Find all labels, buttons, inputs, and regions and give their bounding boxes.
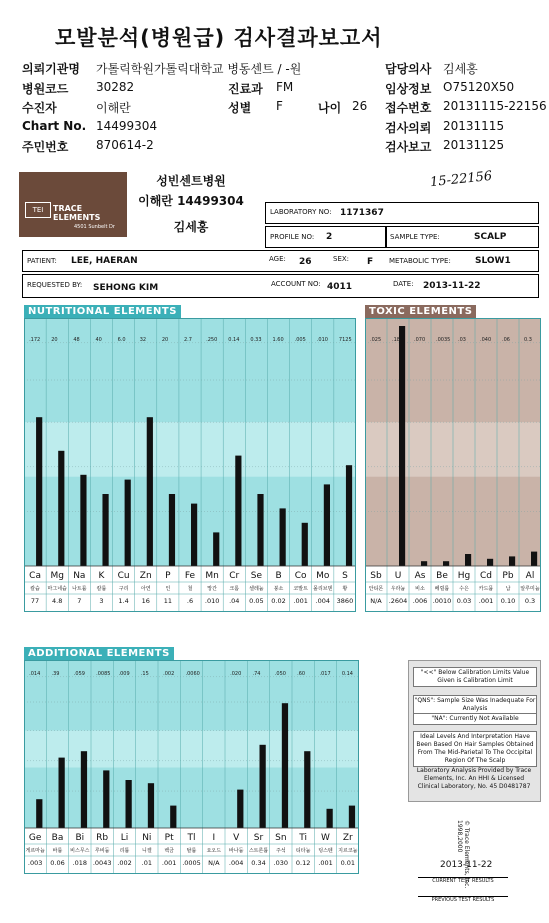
- element-korean-name: 마그네슘: [47, 586, 67, 592]
- element-korean-name: 주석: [275, 848, 286, 854]
- notes-panel: [408, 660, 541, 802]
- patient-name: LEE, HAERAN: [71, 256, 138, 266]
- company-address: 4501 Sunbelt Dr: [74, 224, 115, 230]
- sex-label: SEX:: [333, 255, 350, 263]
- bar: [304, 751, 310, 828]
- element-symbol: K: [98, 571, 105, 581]
- bar: [257, 494, 263, 566]
- stamp-hospital: 성빈센트병원: [156, 174, 226, 188]
- element-symbol: W: [321, 833, 330, 843]
- nutritional-header: NUTRITIONAL ELEMENTS: [24, 305, 181, 318]
- scale-label: 6.0: [117, 336, 126, 343]
- scale-label: 40: [95, 336, 102, 343]
- element-korean-name: 황: [342, 586, 348, 592]
- company-name: TRACE ELEMENTS: [53, 204, 101, 222]
- element-symbol: Zr: [342, 833, 353, 843]
- element-korean-name: 칼슘: [30, 586, 40, 592]
- field-value: 26: [352, 99, 368, 113]
- element-value: 0.01: [340, 859, 356, 867]
- bar: [102, 494, 108, 566]
- element-symbol: Pb: [502, 571, 514, 581]
- scale-label: .005: [294, 336, 306, 343]
- scale-label: .250: [206, 336, 218, 343]
- field-value: O75120X50: [443, 80, 515, 94]
- element-korean-name: 스트론튬: [248, 848, 269, 854]
- element-symbol: I: [212, 833, 216, 843]
- element-symbol: Zn: [139, 571, 152, 581]
- element-value: 3860: [336, 597, 354, 605]
- element-value: .002: [117, 859, 132, 867]
- scale-label: .020: [230, 670, 242, 677]
- request-row: [22, 274, 539, 298]
- field-value: 30282: [96, 80, 135, 94]
- element-value: .001: [318, 859, 333, 867]
- element-korean-name: 리튬: [119, 848, 130, 854]
- copyright: © Trace Elements, Inc. 1998,2000: [456, 820, 470, 889]
- bar: [80, 475, 86, 566]
- element-symbol: Sn: [275, 833, 287, 843]
- element-korean-name: 아연: [140, 586, 151, 592]
- bar: [213, 532, 219, 566]
- note-calibration: "<<" Below Calibration Limits Value Given is Calibration Limit: [413, 667, 537, 687]
- element-symbol: Ti: [299, 833, 308, 843]
- element-value: .001: [161, 859, 177, 867]
- element-value: .0043: [92, 859, 112, 867]
- element-value: .001: [293, 597, 308, 605]
- element-value: .0010: [432, 597, 452, 605]
- field-label: 병원코드: [22, 82, 69, 96]
- bar: [191, 504, 197, 566]
- element-value: 1.4: [118, 597, 129, 605]
- date-label: DATE:: [393, 280, 414, 288]
- element-symbol: Li: [120, 833, 129, 843]
- bar: [125, 480, 131, 566]
- element-korean-name: 게르마늄: [25, 848, 45, 854]
- patient-row: [22, 250, 539, 272]
- note-na: "NA": Currently Not Available: [413, 713, 537, 725]
- element-korean-name: 탈륨: [186, 848, 197, 854]
- scale-label: .070: [414, 336, 426, 343]
- scale-label: 0.14: [341, 670, 353, 677]
- account-no: 4011: [327, 282, 353, 292]
- bar: [148, 783, 154, 828]
- laboratory-no-box: [265, 202, 539, 224]
- element-symbol: Al: [525, 571, 535, 581]
- metabolic-type: SLOW1: [475, 256, 511, 266]
- element-korean-name: 셀레늄: [249, 586, 264, 592]
- requested-label: REQUESTED BY:: [27, 281, 83, 289]
- element-value: 0.3: [524, 597, 536, 605]
- scale-label: .60: [297, 670, 306, 677]
- age-label: AGE:: [269, 255, 286, 263]
- element-symbol: Ni: [142, 833, 152, 843]
- lab-logo: [19, 172, 127, 237]
- element-korean-name: 철: [187, 586, 193, 592]
- element-symbol: Mg: [50, 571, 64, 581]
- scale-label: 0.14: [228, 336, 240, 343]
- element-symbol: Sr: [253, 833, 264, 843]
- element-korean-name: 비스무스: [70, 848, 90, 854]
- profile-no: 2: [326, 232, 333, 242]
- footer-current: CURRENT TEST RESULTS: [418, 877, 508, 884]
- report-date: 2013-11-22: [423, 281, 481, 291]
- bar: [36, 417, 42, 566]
- element-symbol: Pt: [164, 833, 174, 843]
- element-korean-name: 티타늄: [295, 848, 311, 854]
- profile-no-box: [265, 226, 387, 248]
- sex: F: [367, 257, 374, 267]
- scale-label: .39: [51, 670, 60, 677]
- element-korean-name: 납: [505, 586, 511, 592]
- element-value: 4.8: [52, 597, 63, 605]
- element-value: 0.03: [456, 597, 472, 605]
- element-korean-name: 바륨: [52, 848, 63, 854]
- element-value: 0.05: [249, 597, 264, 605]
- scale-label: .002: [163, 670, 175, 677]
- scale-label: .014: [29, 670, 41, 677]
- element-korean-name: 비소: [415, 586, 425, 592]
- field-label: 담당의사: [385, 62, 432, 76]
- bar: [327, 809, 333, 828]
- element-value: 3: [99, 597, 104, 605]
- element-value: .004: [315, 597, 331, 605]
- element-value: .6: [186, 597, 194, 605]
- bar: [169, 494, 175, 566]
- element-symbol: Ca: [29, 571, 41, 581]
- field-label: 접수번호: [385, 101, 432, 115]
- field-label: 나이: [318, 101, 342, 115]
- toxic-header: TOXIC ELEMENTS: [365, 305, 476, 318]
- element-value: 77: [30, 597, 40, 605]
- element-korean-name: 구리: [118, 586, 129, 592]
- field-label: Chart No.: [22, 119, 87, 133]
- bar: [349, 806, 355, 828]
- logo-mark-icon: TEI: [25, 202, 51, 218]
- scale-label: .009: [118, 670, 130, 677]
- bar: [170, 806, 176, 828]
- bar: [36, 799, 42, 828]
- scale-label: .0060: [185, 670, 200, 677]
- element-korean-name: 인: [165, 586, 171, 592]
- field-label: 성별: [228, 101, 252, 115]
- requested-by: SEHONG KIM: [93, 283, 159, 293]
- scale-label: 1.60: [272, 336, 284, 343]
- element-value: N/A: [208, 859, 220, 867]
- field-label: 주민번호: [22, 140, 69, 154]
- element-korean-name: 우라늄: [390, 586, 406, 592]
- bar: [509, 556, 515, 566]
- scale-label: .0035: [436, 336, 451, 343]
- field-label: 임상정보: [385, 82, 432, 96]
- element-korean-name: 망간: [207, 586, 217, 592]
- header-fields: [0, 0, 549, 160]
- element-value: 0.02: [271, 597, 286, 605]
- field-value: 14499304: [96, 119, 158, 133]
- element-value: 0.10: [500, 597, 516, 605]
- element-value: .004: [228, 859, 244, 867]
- element-symbol: As: [414, 571, 426, 581]
- nutritional-chart: [24, 318, 356, 612]
- field-label: 진료과: [228, 82, 263, 96]
- scale-label: .06: [502, 336, 510, 343]
- age: 26: [299, 257, 312, 267]
- scale-label: .03: [458, 336, 466, 343]
- element-value: .006: [412, 597, 428, 605]
- laboratory-no-label: LABORATORY NO:: [270, 208, 332, 216]
- scale-label: .74: [252, 670, 261, 677]
- element-symbol: Cr: [229, 571, 240, 581]
- element-korean-name: 수은: [459, 586, 469, 592]
- field-value: 가톨릭학원가톨릭대학교 병동센트 / -원: [96, 62, 302, 76]
- field-value: 20131115: [443, 119, 505, 133]
- element-value: .018: [72, 859, 88, 867]
- note-ideal: Ideal Levels And Interpretation Have Been Based On Hair Samples Obtained From The Mid-Parietal To The Occipital Region Of The Scalp: [413, 731, 537, 767]
- element-symbol: V: [233, 833, 240, 843]
- field-value: FM: [276, 80, 294, 94]
- profile-no-label: PROFILE NO:: [270, 233, 315, 241]
- patient-label: PATIENT:: [27, 257, 57, 265]
- element-value: 0.06: [50, 859, 65, 867]
- bar: [58, 451, 64, 566]
- element-value: 0.12: [295, 859, 311, 867]
- bar: [235, 456, 241, 566]
- scale-label: 32: [139, 336, 147, 343]
- scale-label: .017: [319, 670, 331, 677]
- bar: [260, 745, 266, 828]
- report-title: 모발분석(병원급) 검사결과보고서: [55, 26, 383, 50]
- bar: [399, 326, 405, 566]
- element-korean-name: 바나듐: [228, 848, 244, 854]
- element-symbol: Bi: [75, 833, 85, 843]
- element-symbol: S: [342, 571, 348, 581]
- bar: [531, 552, 537, 566]
- element-korean-name: 루비듐: [94, 848, 110, 854]
- scale-label: 0.3: [524, 336, 532, 343]
- scale-label: .040: [480, 336, 492, 343]
- footer-date: 2013-11-22: [440, 860, 493, 870]
- scale-label: .010: [316, 336, 328, 343]
- element-symbol: Co: [294, 571, 307, 581]
- field-value: 이해란: [96, 101, 131, 115]
- element-symbol: Cu: [117, 571, 130, 581]
- element-value: 7: [77, 597, 82, 605]
- note-qns: "QNS": Sample Size Was Inadequate For Analysis: [413, 695, 537, 715]
- element-symbol: Ba: [51, 833, 64, 843]
- element-korean-name: 나트륨: [72, 586, 87, 592]
- element-korean-name: 요오드: [206, 848, 222, 854]
- scale-label: 7125: [338, 336, 352, 343]
- element-value: .003: [27, 859, 43, 867]
- element-value: .01: [141, 859, 153, 867]
- element-korean-name: 칼륨: [96, 586, 107, 592]
- element-value: 11: [163, 597, 173, 605]
- bar: [280, 508, 286, 566]
- bar: [324, 484, 330, 566]
- element-symbol: Fe: [184, 571, 196, 581]
- element-value: .010: [204, 597, 220, 605]
- element-symbol: Rb: [96, 833, 109, 843]
- element-korean-name: 코발트: [293, 586, 308, 592]
- element-korean-name: 베릴륨: [434, 586, 450, 592]
- element-value: .0005: [182, 859, 201, 867]
- note-performed: Laboratory Analysis Provided by Trace Elements, Inc. An HHI & Licensed Clinical Laboratory, No. 45 D0481787: [416, 767, 532, 790]
- element-symbol: Ge: [28, 833, 42, 843]
- field-value: 20131125: [443, 138, 505, 152]
- element-symbol: Tl: [187, 833, 196, 843]
- element-value: .001: [478, 597, 494, 605]
- element-symbol: B: [275, 571, 282, 581]
- scale-label: .050: [274, 670, 286, 677]
- bar: [282, 703, 288, 828]
- element-korean-name: 지르코늄: [338, 848, 358, 854]
- stamp-patient: 이해란 14499304: [138, 194, 244, 208]
- field-value: 김세홍: [443, 62, 478, 76]
- bar: [81, 751, 87, 828]
- sample-type-box: [385, 226, 539, 248]
- element-value: .2604: [388, 597, 408, 605]
- toxic-chart: [365, 318, 541, 612]
- scale-label: 48: [73, 336, 80, 343]
- bar: [421, 561, 427, 566]
- footer-previous: PREVIOUS TEST RESULTS: [418, 896, 508, 903]
- scale-label: .025: [370, 336, 382, 343]
- bar: [59, 758, 65, 828]
- bar: [237, 790, 243, 828]
- stamp-doctor: 김세홍: [173, 220, 209, 234]
- normal-range-band: [24, 422, 356, 477]
- hospital-stamp: [127, 170, 255, 240]
- field-value: 870614-2: [96, 138, 154, 152]
- field-label: 의뢰기관명: [22, 62, 80, 76]
- scale-label: .172: [29, 336, 41, 343]
- field-label: 검사의뢰: [385, 121, 432, 135]
- bar: [465, 554, 471, 566]
- element-symbol: Hg: [457, 571, 471, 581]
- field-value: 20131115-22156: [443, 99, 547, 113]
- element-korean-name: 백금: [164, 848, 175, 854]
- bar: [126, 780, 132, 828]
- element-korean-name: 니켈: [141, 848, 152, 854]
- element-value: .030: [273, 859, 289, 867]
- element-value: 16: [141, 597, 150, 605]
- element-symbol: Na: [73, 571, 86, 581]
- scale-label: 20: [51, 336, 58, 343]
- scale-label: .15: [140, 670, 149, 677]
- element-symbol: Be: [436, 571, 448, 581]
- sample-type-label: SAMPLE TYPE:: [390, 233, 440, 241]
- element-korean-name: 텅스텐: [318, 848, 333, 854]
- metabolic-label: METABOLIC TYPE:: [389, 257, 451, 265]
- bar: [346, 465, 352, 566]
- element-symbol: Se: [250, 571, 263, 581]
- bar: [103, 770, 109, 828]
- handwritten-number: 15-22156: [429, 168, 493, 191]
- element-korean-name: 안티몬: [368, 586, 384, 592]
- element-korean-name: 붕소: [273, 586, 284, 592]
- additional-chart: [24, 660, 359, 874]
- element-symbol: P: [165, 571, 171, 581]
- sample-type: SCALP: [474, 232, 507, 242]
- bar: [302, 523, 308, 566]
- bar: [443, 561, 449, 566]
- scale-label: .059: [73, 670, 85, 677]
- element-value: .04: [229, 597, 240, 605]
- scale-label: 0.33: [250, 336, 262, 343]
- element-symbol: Cd: [480, 571, 492, 581]
- scale-label: .18: [392, 336, 400, 343]
- bar: [147, 417, 153, 566]
- element-symbol: Mo: [316, 571, 330, 581]
- bar: [487, 559, 493, 566]
- field-label: 수진자: [22, 101, 57, 115]
- scale-label: .0085: [96, 670, 111, 677]
- element-value: N/A: [370, 597, 382, 605]
- element-korean-name: 크롬: [229, 586, 240, 592]
- element-korean-name: 몰리브덴: [313, 586, 333, 592]
- element-symbol: Mn: [205, 571, 219, 581]
- scale-label: 20: [161, 336, 169, 343]
- element-symbol: U: [394, 571, 402, 581]
- additional-header: ADDITIONAL ELEMENTS: [24, 647, 174, 660]
- scale-label: 2.7: [184, 336, 192, 343]
- element-korean-name: 알루미늄: [520, 586, 540, 592]
- laboratory-no: 1171367: [340, 208, 384, 218]
- element-korean-name: 카드뮴: [478, 586, 494, 592]
- element-symbol: Sb: [370, 571, 382, 581]
- account-label: ACCOUNT NO:: [271, 280, 321, 288]
- field-value: F: [276, 99, 283, 113]
- element-value: 0.34: [251, 859, 266, 867]
- field-label: 검사보고: [385, 140, 432, 154]
